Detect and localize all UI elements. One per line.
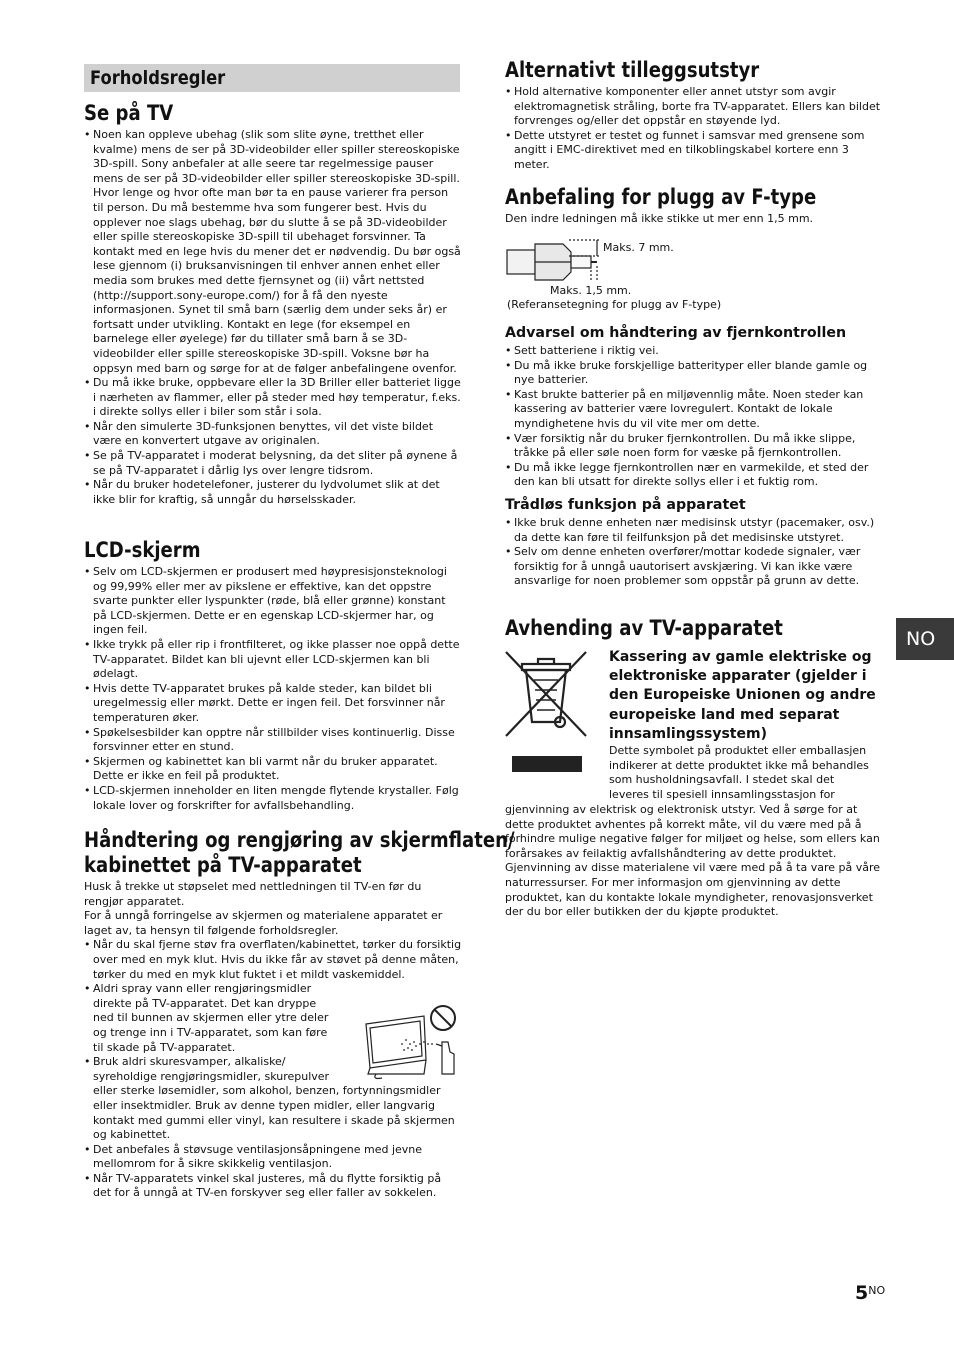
label-max-1-5mm: Maks. 1,5 mm. bbox=[550, 284, 632, 297]
line: europeiske land med separat bbox=[609, 706, 840, 723]
heading-f-plug: Anbefaling for plugg av F-type bbox=[505, 185, 817, 209]
list-item: • Hold alternative komponenter eller annet utstyr som avgir elektromagnetisk stråling, borte fra TV-apparatet. Ellers kan bildet forvrenges og/eller det oppstår en støyende lyd. bbox=[505, 85, 883, 129]
list-item: • Når du bruker hodetelefoner, justerer du lydvolumet slik at det ikke blir for kraftig, så unngår du hørselsskader. bbox=[84, 478, 462, 507]
heading-cleaning-2: kabinettet på TV-apparatet bbox=[84, 853, 362, 877]
disposal-text-narrow bbox=[609, 744, 885, 802]
list-item: • Når TV-apparatets vinkel skal justeres, må du flytte forsiktig på det for å unngå at TV-en forskyver seg eller faller av sokkelen. bbox=[84, 1172, 462, 1201]
list-item: • Ikke bruk denne enheten nær medisinsk utstyr (pacemaker, osv.) da dette kan føre til feilfunksjon på det medisinske utstyret. bbox=[505, 516, 883, 545]
list-item: • Det anbefales å støvsuge ventilasjonsåpningene med jevne mellomrom for å sikre skikkelig ventilasjon. bbox=[84, 1143, 462, 1172]
list-item: • Når den simulerte 3D-funksjonen benyttes, vil det viste bildet være en konvertert utgave av originalen. bbox=[84, 420, 462, 449]
heading-cleaning-1: Håndtering og rengjøring av skjermflaten/ bbox=[84, 828, 515, 852]
list-se-pa-tv bbox=[84, 128, 462, 507]
line: leveres til spesiell innsamlingsstasjon for bbox=[609, 787, 835, 801]
f-plug-drawing bbox=[505, 236, 605, 284]
line: • Aldri spray vann eller rengjøringsmidler bbox=[93, 982, 312, 996]
list-item: • Du må ikke legge fjernkontrollen nær en varmekilde, et sted der den kan bli utsatt for direkte sollys eller i et fuktig rom. bbox=[505, 461, 883, 490]
line: til skade på TV-apparatet. bbox=[93, 1040, 236, 1054]
line: og trenge inn i TV-apparatet, som kan føre bbox=[93, 1025, 328, 1039]
weee-bin-icon bbox=[504, 650, 588, 774]
language-tab: NO bbox=[896, 618, 954, 660]
line: eller sterke løsemidler, som alkohol, benzen, fortynningsmidler eller insektmidler. Bruk av denne typen midler, eller langvarig kontakt med gummi eller vinyl, kan resultere i skade på skjermen og kabinettet. bbox=[93, 1084, 455, 1142]
list-item: • Du må ikke bruke, oppbevare eller la 3D Briller eller batteriet ligge i nærheten av flammer, eller på steder med høy temperatur, f.eks. i direkte sollys eller i biler som står i sola. bbox=[84, 376, 462, 420]
section-title: Forholdsregler bbox=[90, 67, 226, 89]
line: direkte på TV-apparatet. Det kan dryppe bbox=[93, 996, 317, 1010]
line: elektroniske apparater (gjelder i bbox=[609, 668, 867, 685]
list-item: • Dette utstyret er testet og funnet i samsvar med grensene som angitt i EMC-direktivet med en tilkoblingskabel kortere enn 3 meter. bbox=[505, 129, 883, 173]
page-number-value: 5 bbox=[855, 1282, 869, 1304]
line: Dette symbolet på produktet eller emballasjen bbox=[609, 744, 867, 757]
cleaning-intro-2: For å unngå forringelse av skjermen og materialene apparatet er laget av, ta hensyn til følgende forholdsregler. bbox=[84, 909, 443, 937]
list-wireless bbox=[505, 516, 883, 589]
disposal-subheading bbox=[609, 648, 876, 744]
list-alt-utstyr bbox=[505, 85, 883, 173]
list-item: • Ikke trykk på eller rip i frontfilteret, og ikke plasser noe oppå dette TV-apparatet. Bildet kan bli ujevnt eller LCD-skjermen kan bli ødelagt. bbox=[84, 638, 462, 682]
line: indikerer at dette produktet ikke må behandles bbox=[609, 758, 869, 772]
line: syreholdige rengjøringsmidler, skurepulver bbox=[93, 1069, 330, 1083]
line: • Bruk aldri skuresvamper, alkaliske/ bbox=[93, 1055, 286, 1069]
list-lcd bbox=[84, 565, 462, 813]
heading-remote: Advarsel om håndtering av fjernkontrollen bbox=[505, 325, 847, 341]
line: Kassering av gamle elektriske og bbox=[609, 649, 872, 665]
line: som husholdningsavfall. I stedet skal det bbox=[609, 773, 835, 787]
disposal-text: gjenvinning av elektrisk og elektronisk utstyr. Ved å sørge for at dette produktet avhentes på korrekt måte, vil du være med på å forhindre mulige negative følger for miljøet og helse, som ellers kan forårsakes av feilaktig avfallshåndtering av dette produktet. Gjenvinning av disse materialene vil være med på å ta vare på våre naturressurser. For mer informasjon om gjenvinning av dette produktet, kan du kontakte lokale myndigheter, renovasjonsverket der du bor eller butikken der du kjøpte produktet. bbox=[505, 803, 881, 919]
list-remote bbox=[505, 344, 883, 490]
list-item: • Når du skal fjerne støv fra overflaten/kabinettet, tørker du forsiktig over med en myk klut. Hvis du ikke får av støvet på denne måten, tørker du med en myk klut fuktet i et mildt vaskemiddel. bbox=[84, 938, 462, 982]
f-plug-caption: (Referansetegning for plugg av F-type) bbox=[507, 298, 722, 311]
list-item: • Hvis dette TV-apparatet brukes på kalde steder, kan bildet bli uregelmessig eller mørkt. Dette er ingen feil. Det forsvinner når temperaturen øker. bbox=[84, 682, 462, 726]
list-item: • Noen kan oppleve ubehag (slik som slite øyne, tretthet eller kvalme) mens de ser på 3D-videobilder eller spiller stereoskopiske 3D-spill. Sony anbefaler at alle seere tar regelmessige pauser mens de ser på 3D-videobilder eller spiller stereoskopiske 3D-spill. Hvor lenge og hvor ofte man bør ta en pause varierer fra person til person. Du må bestemme hva som fungerer best. Hvis du opplever noe slags ubehag, bør du slutte å se på 3D-videobilder eller spille stereoskopiske 3D-spill til ubehaget forsvinner. Ta kontakt med en lege hvis du mener det er nødvendig. Du bør også lese gjennom (i) bruksanvisningen til enhver annen enhet eller media som brukes med dette fjernsynet og (ii) vårt nettsted (http://support.sony-europe.com/) for å få den nyeste informasjonen. Synet til små barn (særlig dem under seks år) er fortsatt under utvikling. Kontakt en lege (for eksempel en barnelege eller øyelege) før du tillater små barn å se 3D-videobilder eller spille stereoskopiske 3D-spill. Voksne bør ha oppsyn med barn og sørge for at de følger anbefalingene ovenfor. bbox=[84, 128, 462, 376]
heading-wireless: Trådløs funksjon på apparatet bbox=[505, 497, 746, 513]
list-item: • Se på TV-apparatet i moderat belysning, da det sliter på øynene å se på TV-apparatet i dårlig lys over lengre tidsrom. bbox=[84, 449, 462, 478]
list-item: • Vær forsiktig når du bruker fjernkontrollen. Du må ikke slippe, tråkke på eller søle noen form for væske på fjernkontrollen. bbox=[505, 432, 883, 461]
cleaning-intro-1: Husk å trekke ut støpselet med nettledningen til TV-en før du rengjør apparatet. bbox=[84, 880, 422, 908]
heading-se-pa-tv: Se på TV bbox=[84, 101, 174, 125]
no-spray-tv-illustration bbox=[362, 1002, 462, 1080]
list-item: • Skjermen og kabinettet kan bli varmt når du bruker apparatet. Dette er ikke en feil på produktet. bbox=[84, 755, 462, 784]
list-item: • Spøkelsesbilder kan opptre når stillbilder vises kontinuerlig. Disse forsvinner etter en stund. bbox=[84, 726, 462, 755]
list-item: • Selv om LCD-skjermen er produsert med høypresisjonsteknologi og 99,99% eller mer av pikslene er effektive, kan det oppstre svarte punkter eller lyspunkter (røde, blå eller grønne) konstant på LCD-skjermen. Dette er en egenskap LCD-skjermer har, og ingen feil. bbox=[84, 565, 462, 638]
page-number bbox=[855, 1282, 885, 1304]
list-item: • Sett batteriene i riktig vei. bbox=[505, 344, 883, 359]
list-item: • Selv om denne enheten overfører/mottar kodede signaler, vær forsiktig for å unngå uautorisert avskjæring. Vi kan ikke være ansvarlige for noen problemer som oppstår på grunn av dette. bbox=[505, 545, 883, 589]
section-title-band bbox=[84, 64, 460, 92]
line: den Europeiske Unionen og andre bbox=[609, 687, 876, 704]
line: ned til bunnen av skjermen eller ytre deler bbox=[93, 1011, 329, 1025]
page-number-suffix: NO bbox=[868, 1284, 886, 1297]
line: innsamlingssystem) bbox=[609, 725, 767, 742]
heading-alt-utstyr: Alternativt tilleggsutstyr bbox=[505, 58, 760, 82]
list-item: • Kast brukte batterier på en miljøvennlig måte. Noen steder kan kassering av batterier være lovregulert. Kontakt de lokale myndighetene hvis du vil vite mer om dette. bbox=[505, 388, 883, 432]
heading-disposal: Avhending av TV-apparatet bbox=[505, 616, 783, 640]
heading-lcd: LCD-skjerm bbox=[84, 538, 201, 562]
f-plug-text: Den indre ledningen må ikke stikke ut mer enn 1,5 mm. bbox=[505, 212, 814, 225]
list-item: • Du må ikke bruke forskjellige batterityper eller blande gamle og nye batterier. bbox=[505, 359, 883, 388]
label-max-7mm: Maks. 7 mm. bbox=[603, 241, 674, 254]
list-item: • LCD-skjermen inneholder en liten mengde flytende krystaller. Følg lokale lover og forskrifter for avfallsbehandling. bbox=[84, 784, 462, 813]
